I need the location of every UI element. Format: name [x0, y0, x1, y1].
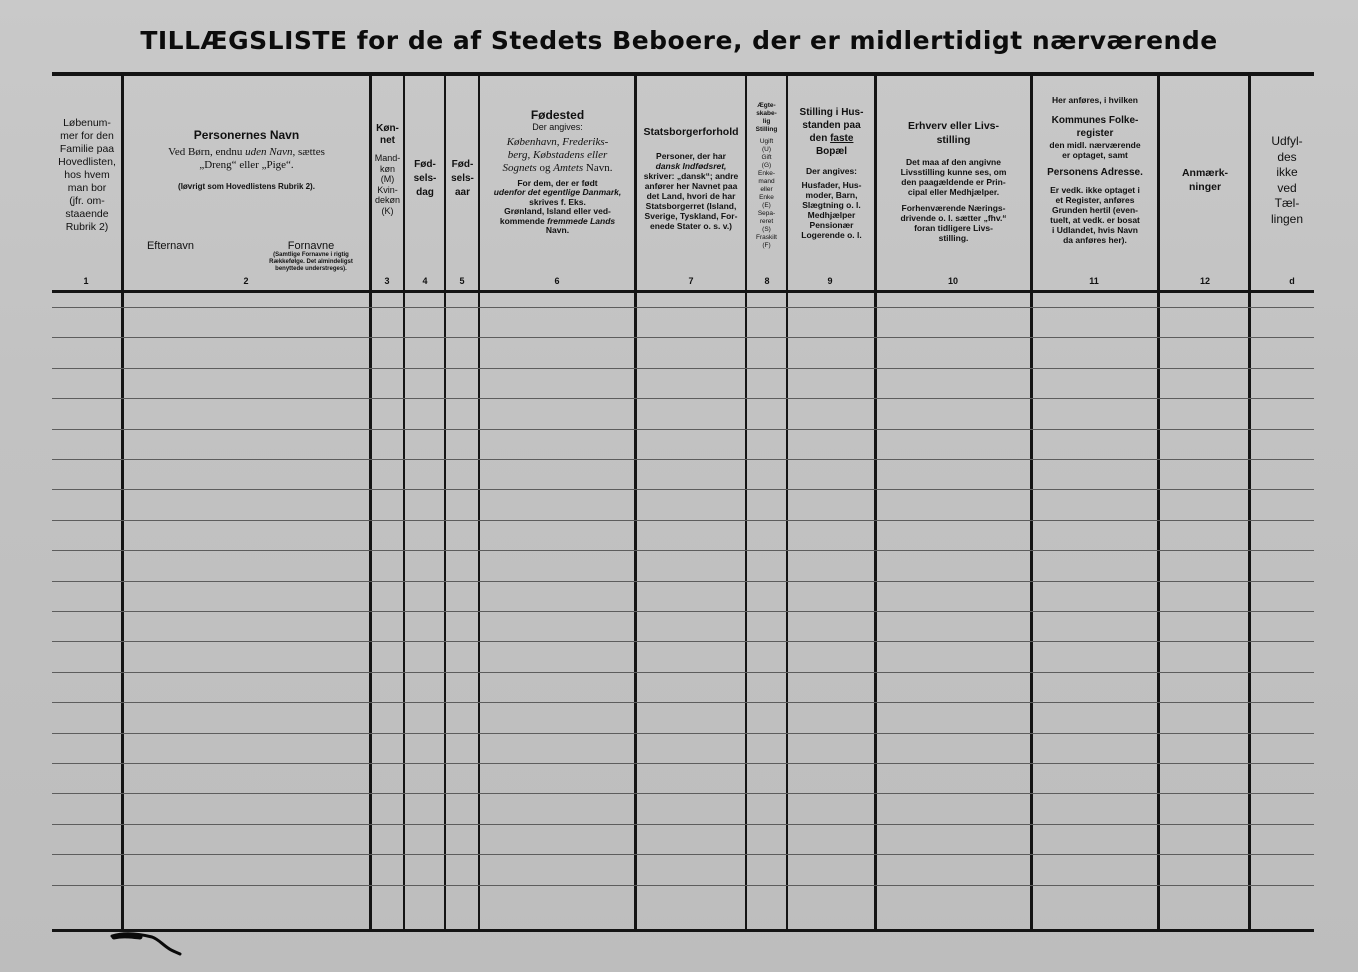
row-line: [52, 854, 1314, 855]
col-2-line1-end: sættes: [297, 146, 325, 158]
row-line: [52, 611, 1314, 612]
col-11-text: i Udlandet, hvis Navn: [1052, 224, 1138, 235]
col-d-header: [1251, 134, 1323, 227]
column-number: d: [1289, 276, 1295, 286]
col-5-heading: sels-: [451, 173, 474, 184]
col-8-text: (S): [762, 226, 771, 233]
row-line: [52, 672, 1314, 673]
col-2-line1-start: Ved Børn, endnu: [168, 146, 243, 158]
col-8-text: Enke: [759, 194, 774, 201]
row-line: [52, 885, 1314, 886]
col-d-text: ikke: [1276, 165, 1298, 179]
col-10-text: cipal eller Medhjælper.: [907, 187, 1000, 197]
column-number: 7: [688, 276, 694, 286]
col-10-text: den paagældende er Prin-: [901, 177, 1006, 187]
col-10-header: [876, 119, 1031, 243]
col-1-text: hos hvem: [64, 169, 110, 181]
column-number: 12: [1199, 276, 1210, 286]
ink-stroke-mark: [110, 928, 190, 958]
col-6-para-line: Grønland, Island eller ved-: [504, 206, 611, 216]
col-d-text: Udfyl-: [1271, 134, 1303, 148]
col-2-firstname-note: (Samtlige Fornavne i rigtig: [273, 251, 349, 258]
col-8-heading: Ægte-: [757, 102, 776, 109]
col-9-heading-b: faste: [830, 133, 854, 144]
col-9-heading-a: den: [809, 133, 828, 144]
col-10-heading: Erhverv eller Livs-: [907, 120, 1000, 132]
top-rule: [52, 72, 1314, 76]
col-1-text: Løbenum-: [63, 117, 111, 129]
col-8-text: (E): [762, 202, 771, 209]
col-2-heading: Personernes Navn: [193, 128, 300, 142]
col-9-text: Medhjælper: [807, 209, 856, 220]
col-6-line3-b: og: [539, 161, 551, 174]
col-6-line3-a: Sognets: [502, 161, 537, 174]
col-10-text: Livsstilling kunne ses, om: [900, 167, 1007, 177]
col-9-heading: Stilling i Hus-: [799, 107, 864, 118]
col-6-line3: [480, 162, 635, 175]
row-line: [52, 550, 1314, 551]
col-8-text: (F): [762, 242, 771, 249]
col-2-line1: [124, 146, 369, 159]
row-line: [52, 702, 1314, 703]
col-d-text: Tæl-: [1274, 196, 1300, 210]
col-9-heading-line3: [788, 132, 875, 145]
col-10-text: foran tidligere Livs-: [914, 223, 993, 233]
col-7-text: anfører her Navnet paa: [644, 181, 738, 191]
col-1-text: mer for den: [60, 130, 114, 142]
col-11-text: den midl. nærværende: [1049, 139, 1141, 150]
col-11-text: da anføres her).: [1063, 234, 1127, 245]
col-11-text-block: [1032, 185, 1158, 245]
col-8-text: Fraskilt: [756, 234, 777, 241]
col-11-heading: Kommunes Folke-: [1051, 114, 1139, 126]
col-8-text: Gift: [761, 154, 772, 161]
column-number: 6: [554, 276, 560, 286]
col-4-heading: dag: [416, 187, 434, 198]
col-3-text: Kvin-: [377, 184, 398, 195]
col-7-text: Statsborgerret (Island,: [645, 201, 737, 211]
col-9-text-block: [788, 180, 875, 240]
row-line: [52, 307, 1314, 308]
row-line: [52, 824, 1314, 825]
col-9-text: Husfader, Hus-: [801, 179, 862, 190]
row-line: [52, 429, 1314, 430]
col-7-text: Sverige, Tyskland, For-: [644, 211, 738, 221]
col-6-italic-line: København, Frederiks-: [506, 135, 609, 148]
col-8-text: Sepa-: [757, 210, 776, 217]
col-11-heading2: Personens Adresse.: [1047, 166, 1143, 178]
header-rule: [52, 290, 1314, 293]
col-6-para-line: Navn.: [545, 225, 570, 235]
col-2-firstname-label: [246, 241, 376, 273]
col-3-text: Mand-: [374, 153, 401, 163]
col-1-text: Familie paa: [59, 143, 115, 155]
col-8-text: (U): [761, 146, 772, 153]
col-3-text: køn: [379, 163, 395, 174]
col-11-text: Er vedk. ikke optaget i: [1050, 184, 1140, 195]
col-1-header: [52, 117, 122, 234]
bottom-rule: [52, 929, 1314, 932]
column-number: 4: [422, 276, 428, 286]
row-line: [52, 489, 1314, 490]
col-7-text: dansk Indfødsret,: [655, 161, 727, 171]
row-line: [52, 793, 1314, 794]
col-2-firstname-note: benyttede understreges).: [275, 265, 347, 272]
col-11-header: [1032, 95, 1158, 245]
col-10-heading: stilling: [936, 134, 971, 146]
col-7-text: enede Stater o. s. v.): [649, 221, 733, 231]
column-number: 5: [459, 276, 465, 286]
col-11-heading: register: [1076, 127, 1114, 139]
col-7-header: [636, 126, 746, 231]
col-9-header: [788, 106, 875, 240]
col-10-text-block: [876, 157, 1031, 243]
col-8-text: Ugift: [759, 138, 774, 145]
column-divider: [444, 76, 446, 930]
row-line: [52, 398, 1314, 399]
col-8-text: (G): [761, 162, 772, 169]
col-11-text: et Register, anføres: [1055, 194, 1135, 205]
col-2-surname: Efternavn: [146, 240, 195, 252]
col-8-text: mand: [758, 178, 775, 185]
col-4-heading: Fød-: [414, 159, 436, 170]
column-number: 3: [384, 276, 390, 286]
col-4-heading: sels-: [413, 173, 437, 184]
col-6-para-line: For dem, der er født: [517, 177, 598, 188]
col-10-text: drivende o. l. sætter „fhv.“: [900, 213, 1007, 223]
col-8-heading: skabe-: [756, 110, 777, 117]
col-4-header: [405, 158, 445, 200]
col-6-para-line: udenfor det egentlige Danmark,: [493, 187, 622, 197]
row-line: [52, 641, 1314, 642]
col-d-text: ved: [1277, 180, 1297, 195]
row-line: [52, 763, 1314, 764]
col-10-text: stilling.: [938, 233, 969, 243]
col-11-text: tuelt, at vedk. er bosat: [1050, 214, 1140, 225]
col-2-header: [124, 128, 369, 193]
col-6-para-b: fremmede Lands: [547, 215, 616, 226]
col-3-header: [371, 123, 404, 216]
col-d-text: lingen: [1270, 211, 1304, 226]
col-9-heading: standen paa: [802, 120, 861, 131]
col-6-heading: Fødested: [530, 108, 585, 122]
col-3-text: (K): [381, 205, 394, 216]
col-10-text: Det maa af den angivne: [906, 157, 1001, 167]
col-2-line1-italic: uden Navn,: [245, 146, 296, 158]
col-1-text: Hovedlisten,: [58, 156, 116, 168]
col-6-para-a: kommende: [499, 215, 545, 226]
col-6-sub: Der angives:: [532, 122, 583, 132]
col-6-header: [480, 108, 635, 236]
col-7-text: Personer, der har: [656, 151, 726, 161]
col-1-text: staaende: [65, 208, 109, 220]
col-11-text: er optaget, samt: [1062, 149, 1128, 160]
col-7-heading: Statsborgerforhold: [643, 126, 739, 138]
col-8-text: reret: [759, 218, 774, 225]
row-line: [52, 368, 1314, 369]
col-8-heading: Stilling: [755, 126, 778, 133]
col-2-note: (Iøvrigt som Hovedlistens Rubrik 2).: [178, 182, 315, 191]
col-8-heading: lig: [762, 118, 771, 125]
col-9-text: Slægtning o. l.: [802, 199, 861, 210]
col-8-header: [746, 102, 787, 250]
row-line: [52, 733, 1314, 734]
col-11-top: Her anføres, i hvilken: [1052, 95, 1138, 105]
column-number: 1: [83, 276, 89, 286]
col-2-firstname-note: Rækkefølge. Det almindeligst: [269, 258, 353, 265]
col-6-line3-c: Amtets: [553, 161, 584, 174]
row-line: [52, 459, 1314, 460]
col-5-heading: Fød-: [451, 159, 474, 170]
col-3-text: dekøn: [374, 195, 400, 205]
column-number: 8: [764, 276, 770, 286]
col-6-italic-line: berg, Købstadens eller: [507, 148, 608, 161]
col-3-text: (M): [380, 174, 395, 184]
col-5-header: [446, 158, 479, 200]
col-10-text: Forhenværende Nærings-: [901, 203, 1006, 213]
col-1-text: man bor: [67, 182, 107, 194]
column-number: 9: [827, 276, 833, 286]
col-9-text: Pensionær: [809, 219, 854, 230]
column-number: 10: [947, 276, 958, 286]
col-1-text: (jfr. om-: [69, 195, 105, 207]
col-9-sub: Der angives:: [805, 166, 858, 176]
col-11-text: Grunden hertil (even-: [1052, 204, 1138, 215]
col-5-heading: aar: [454, 187, 470, 198]
col-12-heading: ninger: [1188, 181, 1222, 193]
col-8-text: Enke-: [758, 170, 775, 177]
row-line: [52, 337, 1314, 338]
col-6-para-line: skrives f. Eks.: [529, 196, 586, 207]
col-1-text: Rubrik 2): [65, 221, 109, 233]
col-7-text: skriver: „dansk“; andre: [643, 171, 739, 181]
col-7-text-block: [636, 151, 746, 231]
col-9-text: moder, Barn,: [805, 189, 858, 200]
col-8-text: eller: [760, 186, 773, 193]
row-line: [52, 581, 1314, 582]
col-3-heading: net: [380, 135, 395, 146]
col-2-firstname: Fornavne: [287, 240, 335, 252]
column-number: 11: [1089, 276, 1099, 286]
col-d-text: des: [1277, 149, 1297, 164]
col-12-header: [1160, 166, 1250, 194]
col-2-surname-label: [128, 241, 213, 252]
col-6-line3-d: Navn.: [585, 161, 613, 174]
col-9-heading: Bopæl: [815, 146, 848, 157]
column-number: 2: [243, 276, 249, 286]
col-9-text: Logerende o. l.: [801, 229, 862, 240]
col-12-heading: Anmærk-: [1181, 167, 1229, 179]
col-7-text: det Land, hvori de har: [646, 191, 736, 201]
form-title: TILLÆGSLISTE for de af Stedets Beboere, der er midlertidigt nærværende: [140, 26, 1218, 55]
col-3-heading: Køn-: [376, 123, 399, 134]
row-line: [52, 520, 1314, 521]
col-6-para: [480, 179, 635, 236]
col-2-line2: „Dreng“ eller „Pige“.: [199, 159, 294, 171]
